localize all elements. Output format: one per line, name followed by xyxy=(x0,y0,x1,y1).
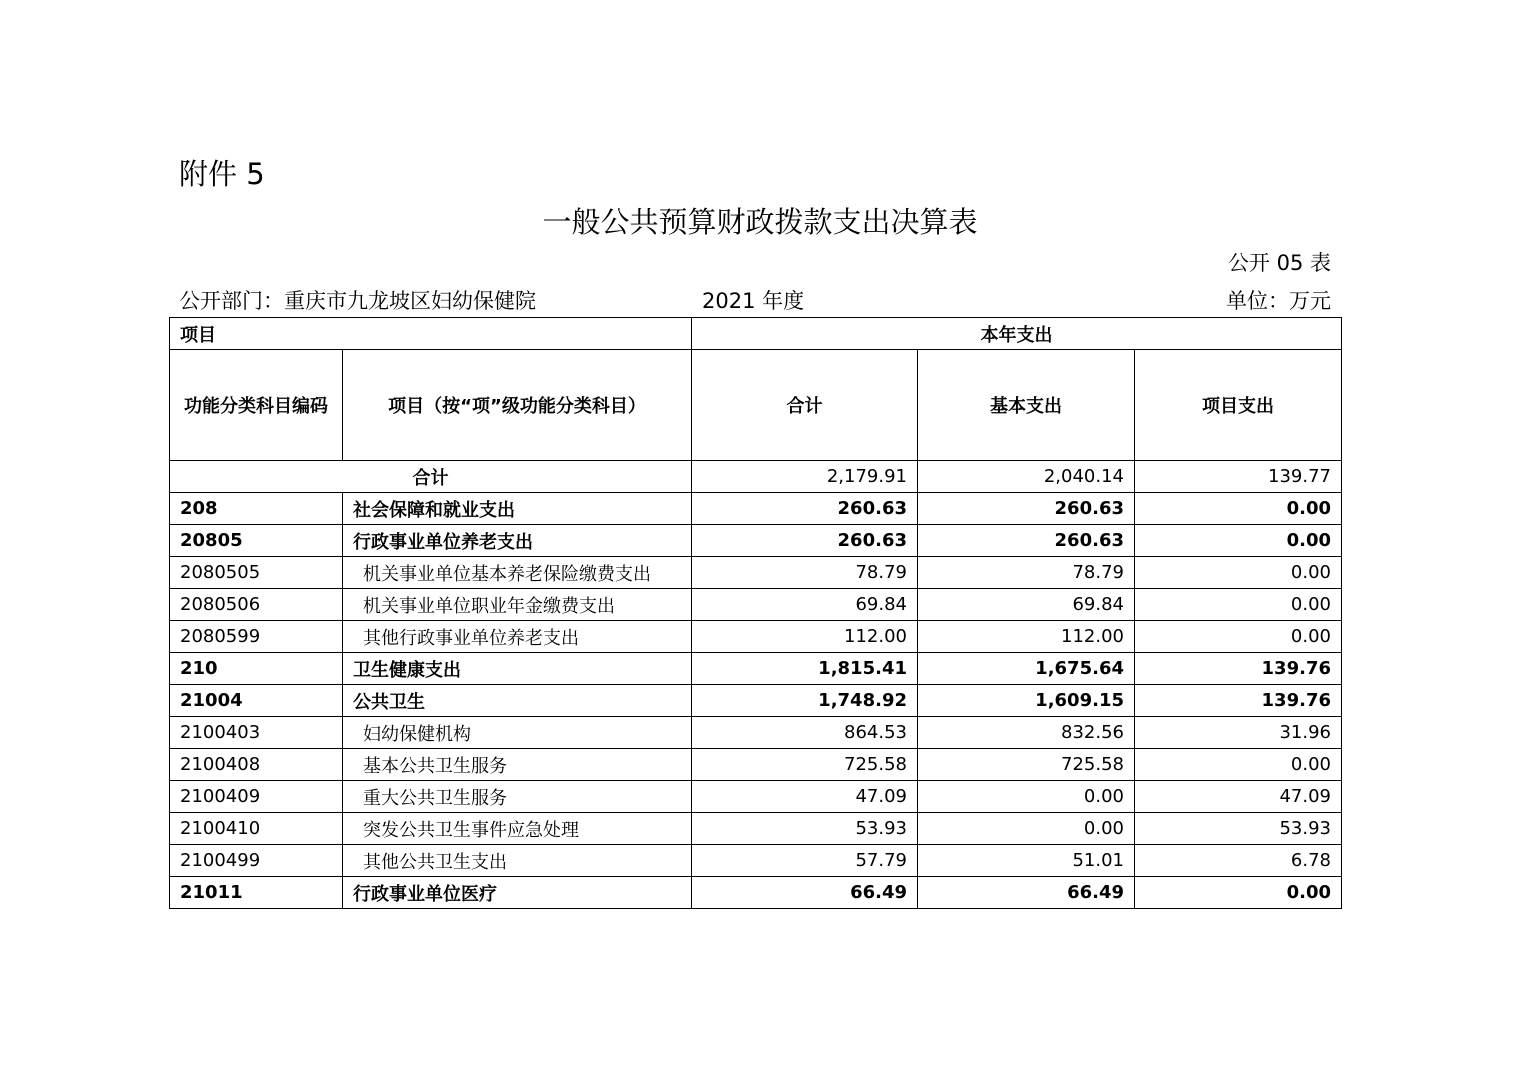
table-row xyxy=(170,557,1342,589)
table-body xyxy=(170,318,1342,909)
row-project: 0.00 xyxy=(1135,493,1342,525)
unit-label: 单位：万元 xyxy=(1226,289,1331,313)
table-row xyxy=(170,717,1342,749)
total-row xyxy=(170,461,1342,493)
row-total: 112.00 xyxy=(692,621,918,653)
row-project: 0.00 xyxy=(1135,621,1342,653)
row-basic: 0.00 xyxy=(918,813,1135,845)
row-basic: 1,609.15 xyxy=(918,685,1135,717)
table-row xyxy=(170,845,1342,877)
row-name: 其他公共卫生支出 xyxy=(343,845,692,877)
department-label: 公开部门：重庆市九龙坡区妇幼保健院 xyxy=(179,289,536,313)
row-basic: 51.01 xyxy=(918,845,1135,877)
row-code: 2080505 xyxy=(170,557,343,589)
total-project: 139.77 xyxy=(1135,461,1342,493)
row-code: 2100403 xyxy=(170,717,343,749)
row-basic: 725.58 xyxy=(918,749,1135,781)
row-project: 0.00 xyxy=(1135,525,1342,557)
total-basic: 2,040.14 xyxy=(918,461,1135,493)
header-row-2 xyxy=(170,350,1342,461)
row-name: 妇幼保健机构 xyxy=(343,717,692,749)
row-name: 公共卫生 xyxy=(343,685,692,717)
header-basic: 基本支出 xyxy=(918,350,1135,461)
row-basic: 69.84 xyxy=(918,589,1135,621)
row-project: 0.00 xyxy=(1135,877,1342,909)
row-basic: 66.49 xyxy=(918,877,1135,909)
table-row xyxy=(170,749,1342,781)
row-project: 0.00 xyxy=(1135,557,1342,589)
row-code: 2100499 xyxy=(170,845,343,877)
row-total: 78.79 xyxy=(692,557,918,589)
row-basic: 832.56 xyxy=(918,717,1135,749)
total-total: 2,179.91 xyxy=(692,461,918,493)
header-total: 合计 xyxy=(692,350,918,461)
page-title: 一般公共预算财政拨款支出决算表 xyxy=(542,205,978,239)
row-code: 2100409 xyxy=(170,781,343,813)
row-total: 1,815.41 xyxy=(692,653,918,685)
row-project: 139.76 xyxy=(1135,685,1342,717)
row-basic: 260.63 xyxy=(918,493,1135,525)
table-number: 公开 05 表 xyxy=(1227,251,1331,275)
row-name: 行政事业单位医疗 xyxy=(343,877,692,909)
row-project: 6.78 xyxy=(1135,845,1342,877)
row-code: 21004 xyxy=(170,685,343,717)
row-total: 725.58 xyxy=(692,749,918,781)
row-total: 53.93 xyxy=(692,813,918,845)
row-total: 69.84 xyxy=(692,589,918,621)
row-project: 53.93 xyxy=(1135,813,1342,845)
row-total: 66.49 xyxy=(692,877,918,909)
expense-table xyxy=(169,317,1342,909)
table-row xyxy=(170,685,1342,717)
row-project: 139.76 xyxy=(1135,653,1342,685)
total-label: 合计 xyxy=(170,461,692,493)
table-row xyxy=(170,813,1342,845)
row-total: 864.53 xyxy=(692,717,918,749)
table-row xyxy=(170,781,1342,813)
row-project: 47.09 xyxy=(1135,781,1342,813)
row-code: 20805 xyxy=(170,525,343,557)
row-name: 行政事业单位养老支出 xyxy=(343,525,692,557)
row-code: 2080506 xyxy=(170,589,343,621)
table-row xyxy=(170,621,1342,653)
row-total: 260.63 xyxy=(692,493,918,525)
row-total: 260.63 xyxy=(692,525,918,557)
table-row xyxy=(170,589,1342,621)
row-total: 47.09 xyxy=(692,781,918,813)
row-code: 210 xyxy=(170,653,343,685)
header-current-year-expense: 本年支出 xyxy=(692,318,1342,350)
row-basic: 1,675.64 xyxy=(918,653,1135,685)
table-row xyxy=(170,525,1342,557)
header-row-1 xyxy=(170,318,1342,350)
row-project: 31.96 xyxy=(1135,717,1342,749)
row-name: 机关事业单位基本养老保险缴费支出 xyxy=(343,557,692,589)
row-total: 1,748.92 xyxy=(692,685,918,717)
row-name: 其他行政事业单位养老支出 xyxy=(343,621,692,653)
row-basic: 0.00 xyxy=(918,781,1135,813)
table-row xyxy=(170,493,1342,525)
row-name: 突发公共卫生事件应急处理 xyxy=(343,813,692,845)
row-code: 208 xyxy=(170,493,343,525)
row-basic: 78.79 xyxy=(918,557,1135,589)
row-name: 基本公共卫生服务 xyxy=(343,749,692,781)
row-name: 社会保障和就业支出 xyxy=(343,493,692,525)
row-project: 0.00 xyxy=(1135,589,1342,621)
row-code: 21011 xyxy=(170,877,343,909)
header-project-detail: 项目（按“项”级功能分类科目） xyxy=(343,350,692,461)
header-project-expense: 项目支出 xyxy=(1135,350,1342,461)
table-row xyxy=(170,877,1342,909)
row-name: 机关事业单位职业年金缴费支出 xyxy=(343,589,692,621)
row-total: 57.79 xyxy=(692,845,918,877)
year-label: 2021 年度 xyxy=(702,289,805,313)
table-row xyxy=(170,653,1342,685)
row-basic: 112.00 xyxy=(918,621,1135,653)
header-project: 项目 xyxy=(170,318,692,350)
row-code: 2100408 xyxy=(170,749,343,781)
row-code: 2100410 xyxy=(170,813,343,845)
row-name: 卫生健康支出 xyxy=(343,653,692,685)
header-code: 功能分类科目编码 xyxy=(170,350,343,461)
row-basic: 260.63 xyxy=(918,525,1135,557)
row-project: 0.00 xyxy=(1135,749,1342,781)
row-code: 2080599 xyxy=(170,621,343,653)
attachment-label: 附件 5 xyxy=(179,157,265,191)
row-name: 重大公共卫生服务 xyxy=(343,781,692,813)
